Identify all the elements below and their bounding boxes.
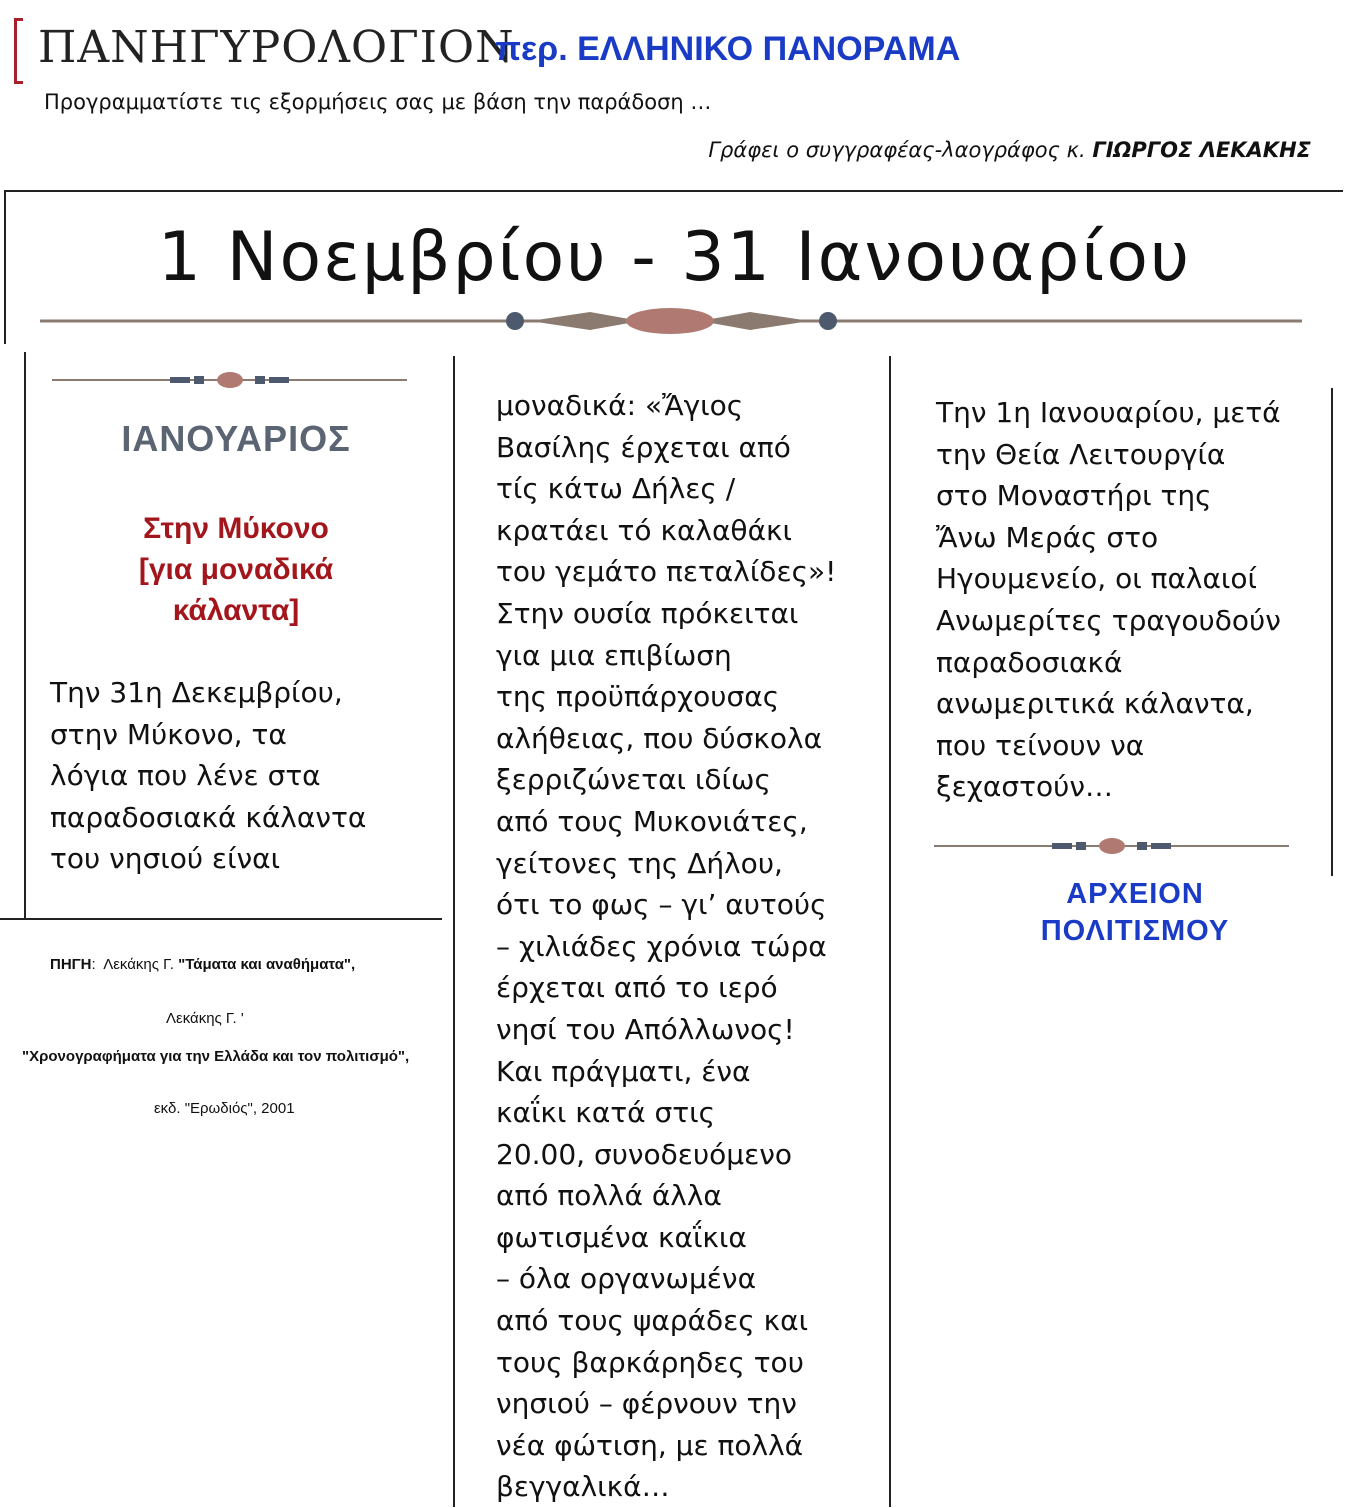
source-line-1: ΠΗΓΗ: Λεκάκης Γ. "Τάματα και αναθήματα", [50,956,356,973]
text-line: ξερριζώνεται ιδίως [496,763,771,797]
text-line: Ηγουμενείο, οι παλαιοί [936,562,1258,596]
archive-label [980,876,1290,950]
text-line: τίς κάτω Δήλες / [496,472,736,506]
banner-ornament-divider [40,306,1302,336]
text-line: αλήθειας, που δύσκολα [496,721,823,755]
text-line: τους βαρκάρηδες του [496,1345,804,1379]
text-line: Και πράγματι, ένα [496,1054,751,1088]
source-line-3: "Χρονογραφήματα για την Ελλάδα και τον πολιτισμό", [22,1048,410,1065]
column1-ornament-divider [52,370,407,390]
source-title: "Τάματα και αναθήματα", [178,956,356,973]
text-line: ξεχαστούν… [936,770,1113,804]
date-range-title: 1 Νοεμβρίου - 31 Ιανουαρίου [157,218,1192,297]
text-line: για μια επιβίωση [496,638,732,672]
column2-left-rule [453,356,455,1507]
text-line: ανωμεριτικά κάλαντα, [936,687,1254,721]
text-line: Την 31η Δεκεμβρίου, [50,676,343,709]
source-author: Λεκάκης Γ. [103,956,174,973]
text-line: ότι το φως – γι’ αυτούς [496,888,827,922]
text-line: που τείνουν να [936,728,1145,762]
text-line: παραδοσιακά [936,645,1123,679]
text-line: Ανωμερίτες τραγουδούν [936,603,1281,637]
text-line: βεγγαλικά… [496,1470,670,1504]
text-line: – χιλιάδες χρόνια τώρα [496,929,827,963]
text-line: – όλα οργανωμένα [496,1262,757,1296]
column1-paragraph [50,672,440,880]
text-line: από πολλά άλλα [496,1179,722,1213]
column2-paragraph [496,385,881,1508]
text-line: στην Μύκονο, τα [50,717,287,751]
text-line: Ἄνω Μεράς στο [936,520,1159,554]
text-line: Βασίλης έρχεται από [496,430,791,464]
subheading-line: [για μοναδικά [138,553,334,586]
text-line: μοναδικά: «Ἄγιος [496,389,744,422]
text-line: Την 1η Ιανουαρίου, μετά [936,396,1281,429]
text-line: του νησιού είναι [50,842,281,876]
column3-left-rule [889,356,891,1507]
text-line: παραδοσιακά κάλαντα [50,800,367,834]
subheading-line: κάλαντα] [172,594,300,627]
byline-prefix: Γράφει ο συγγραφέας-λαογράφος κ. [708,138,1086,162]
text-line: κρατάει τό καλαθάκι [496,513,792,547]
text-line: την Θεία Λειτουργία [936,437,1226,471]
column3-ornament-divider [934,836,1289,856]
text-line: έρχεται από το ιερό [496,971,778,1005]
column3-paragraph [936,392,1331,808]
text-line: 20.00, συνοδευόμενο [496,1137,792,1171]
brand-title: ΠΑΝΗΓΥΡΟΛΟΓΙΟΝ [38,22,515,73]
text-line: της προϋπάρχουσας [496,680,780,714]
archive-line: ΠΟΛΙΤΙΣΜΟΥ [1040,915,1230,947]
logo-bracket [14,18,23,84]
month-heading: ΙΑΝΟΥΑΡΙΟΣ [121,418,351,459]
text-line: Στην ουσία πρόκειται [496,596,799,630]
text-line: καΐκι κατά στις [496,1096,715,1130]
archive-line: ΑΡΧΕΙΟΝ [1066,878,1204,910]
text-line: στο Μοναστήρι της [936,479,1212,513]
column1-bottom-rule [0,918,442,920]
section-subheading [26,508,446,631]
text-line: από τους Μυκονιάτες, [496,804,808,838]
periodical-name: περ. ΕΛΛΗΝΙΚΟ ΠΑΝΟΡΑΜΑ [495,30,961,68]
source-line-4: εκδ. "Ερωδιός", 2001 [154,1100,295,1117]
tagline: Προγραμματίστε τις εξορμήσεις σας με βάση την παράδοση … [44,90,712,114]
byline [708,138,1311,162]
text-line: του γεμάτο πεταλίδες»! [496,555,837,589]
text-line: λόγια που λένε στα [50,759,321,793]
text-line: από τους ψαράδες και [496,1304,809,1338]
byline-author: ΓΙΩΡΓΟΣ ΛΕΚΑΚΗΣ [1092,138,1311,162]
subheading-line: Στην Μύκονο [143,512,329,545]
column3-right-rule [1331,388,1333,876]
text-line: νέα φώτιση, με πολλά [496,1428,804,1462]
source-line-2: Λεκάκης Γ. ' [166,1010,244,1027]
source-label: ΠΗΓΗ [50,956,92,973]
text-line: γείτονες της Δήλου, [496,846,783,880]
text-line: νησί του Απόλλωνος! [496,1012,795,1046]
text-line: νησιού – φέρνουν την [496,1387,797,1421]
text-line: φωτισμένα καΐκια [496,1220,747,1254]
